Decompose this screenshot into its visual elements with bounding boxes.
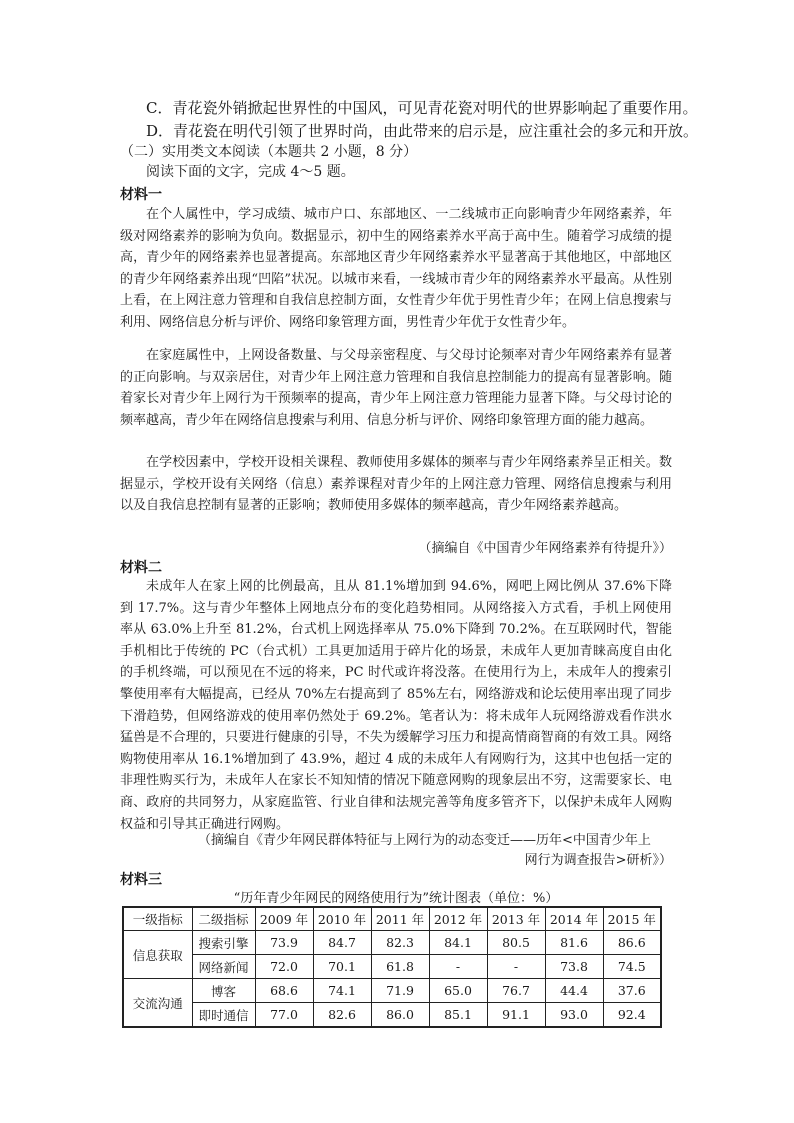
value-cell: 82.3: [371, 931, 429, 955]
header-cell: 2013 年: [487, 907, 545, 931]
value-cell: 92.4: [603, 1003, 661, 1028]
material2-source-line-1: （摘编自《青少年网民群体特征与上网行为的动态变迁——历年<中国青少年上: [198, 833, 651, 848]
value-cell: 74.1: [313, 979, 371, 1003]
header-cell: 2015 年: [603, 907, 661, 931]
value-cell: 70.1: [313, 955, 371, 979]
material1-source: （摘编自《中国青少年网络素养有待提升》）: [418, 541, 672, 556]
material3-label: 材料三: [120, 872, 162, 888]
row-label: 博客: [192, 979, 255, 1003]
table-row: [123, 931, 661, 955]
value-cell: 80.5: [487, 931, 545, 955]
material1-paragraph-3: 在学校因素中，学校开设相关课程、教师使用多媒体的频率与青少年网络素养呈正相关。数据显示，学校开设有关网络（信息）素养课程对青少年的上网注意力管理、网络信息搜索与利用以及自我信息控制有显著的正影响；教师使用多媒体的频率越高，青少年网络素养越高。: [120, 455, 672, 514]
row-label: 搜索引擎: [192, 931, 255, 955]
value-cell: 37.6: [603, 979, 661, 1003]
usage-statistics-table: [122, 906, 662, 1028]
value-cell: 84.7: [313, 931, 371, 955]
value-cell: 86.6: [603, 931, 661, 955]
value-cell: 68.6: [255, 979, 313, 1003]
option-d: D．青花瓷在明代引领了世界时尚，由此带来的启示是，应注重社会的多元和开放。: [146, 122, 699, 140]
value-cell: 84.1: [429, 931, 487, 955]
value-cell: 71.9: [371, 979, 429, 1003]
header-cell: 2014 年: [545, 907, 603, 931]
value-cell: 76.7: [487, 979, 545, 1003]
table-title: “历年青少年网民的网络使用行为”统计图表（单位：%）: [233, 891, 559, 906]
table-row: [123, 1003, 661, 1028]
value-cell: 73.8: [545, 955, 603, 979]
value-cell: 44.4: [545, 979, 603, 1003]
material1-paragraph-1: 在个人属性中，学习成绩、城市户口、东部地区、一二线城市正向影响青少年网络素养，年级对网络素养的影响为负向。数据显示，初中生的网络素养水平高于高中生。随着学习成绩的提高，青少年的网络素养也显著提高。东部地区青少年网络素养水平显著高于其他地区，中部地区的青少年网络素养出现“凹陷”状况。以城市来看，一线城市青少年的网络素养水平最高。从性别上看，在上网注意力管理和自我信息控制方面，女性青少年优于男性青少年；在网上信息搜索与利用、网络信息分析与评价、网络印象管理方面，男性青少年优于女性青少年。: [120, 207, 672, 330]
header-cell: 2009 年: [255, 907, 313, 931]
value-cell: 86.0: [371, 1003, 429, 1028]
section-instruction: 阅读下面的文字，完成 4～5 题。: [146, 164, 355, 180]
value-cell: 81.6: [545, 931, 603, 955]
value-cell: 77.0: [255, 1003, 313, 1028]
material2-source-line-2: 网行为调查报告>研析》）: [524, 853, 672, 868]
value-cell: 72.0: [255, 955, 313, 979]
row-label: 即时通信: [192, 1003, 255, 1028]
value-cell: 74.5: [603, 955, 661, 979]
header-cell: 2012 年: [429, 907, 487, 931]
table-row: [123, 979, 661, 1003]
header-cell: 2010 年: [313, 907, 371, 931]
header-cell: 2011 年: [371, 907, 429, 931]
section-heading: （二）实用类文本阅读（本题共 2 小题，8 分）: [120, 144, 418, 160]
material2-label: 材料二: [120, 560, 162, 576]
value-cell: 91.1: [487, 1003, 545, 1028]
row-label: 网络新闻: [192, 955, 255, 979]
group-cell-info: 信息获取: [123, 931, 192, 979]
value-cell: 61.8: [371, 955, 429, 979]
material1-label: 材料一: [120, 187, 162, 203]
header-cell: 一级指标: [123, 907, 192, 931]
value-cell: -: [429, 955, 487, 979]
group-cell-communication: 交流沟通: [123, 979, 192, 1028]
option-c: C．青花瓷外销掀起世界性的中国风，可见青花瓷对明代的世界影响起了重要作用。: [146, 99, 698, 117]
value-cell: 73.9: [255, 931, 313, 955]
value-cell: -: [487, 955, 545, 979]
table-header-row: [123, 907, 661, 931]
material1-paragraph-2: 在家庭属性中，上网设备数量、与父母亲密程度、与父母讨论频率对青少年网络素养有显著的正向影响。与双亲居住，对青少年上网注意力管理和自我信息控制能力的提高有显著影响。随着家长对青少年上网行为干预频率的提高，青少年上网注意力管理能力显著下降。与父母讨论的频率越高，青少年在网络信息搜索与利用、信息分析与评价、网络印象管理方面的能力越高。: [120, 348, 672, 428]
table-row: [123, 955, 661, 979]
header-cell: 二级指标: [192, 907, 255, 931]
material2-paragraph-1: 未成年人在家上网的比例最高，且从 81.1%增加到 94.6%，网吧上网比例从 37.6%下降到 17.7%。这与青少年整体上网地点分布的变化趋势相同。从网络接入方式看，手机上网使用率从 63.0%上升至 81.2%，台式机上网选择率从 75.0%下降到 70.2%。在互联网时代，智能手机相比于传统的 PC（台式机）工具更加适用于碎片化的场景，未成年人更加青睐高度自由化的手机终端，可以预见在不远的将来，PC 时代或许将没落。在使用行为上，未成年人的搜索引擎使用率有大幅提高，已经从 70%左右提高到了 85%左右，网络游戏和论坛使用率出现了同步下滑趋势，但网络游戏的使用率仍然处于 69.2%。笔者认为：将未成年人玩网络游戏看作洪水猛兽是不合理的，只要进行健康的引导，不失为缓解学习压力和提高情商智商的有效工具。网络购物使用率从 16.1%增加到了 43.9%，超过 4 成的未成年人有网购行为，这其中也包括一定的非理性购买行为，未成年人在家长不知知情的情况下随意网购的现象层出不穷，这需要家长、电商、政府的共同努力，从家庭监管、行业自律和法规完善等角度多管齐下，以保护未成年人网购权益和引导其正确进行网购。: [120, 579, 672, 832]
value-cell: 85.1: [429, 1003, 487, 1028]
value-cell: 82.6: [313, 1003, 371, 1028]
value-cell: 65.0: [429, 979, 487, 1003]
value-cell: 93.0: [545, 1003, 603, 1028]
